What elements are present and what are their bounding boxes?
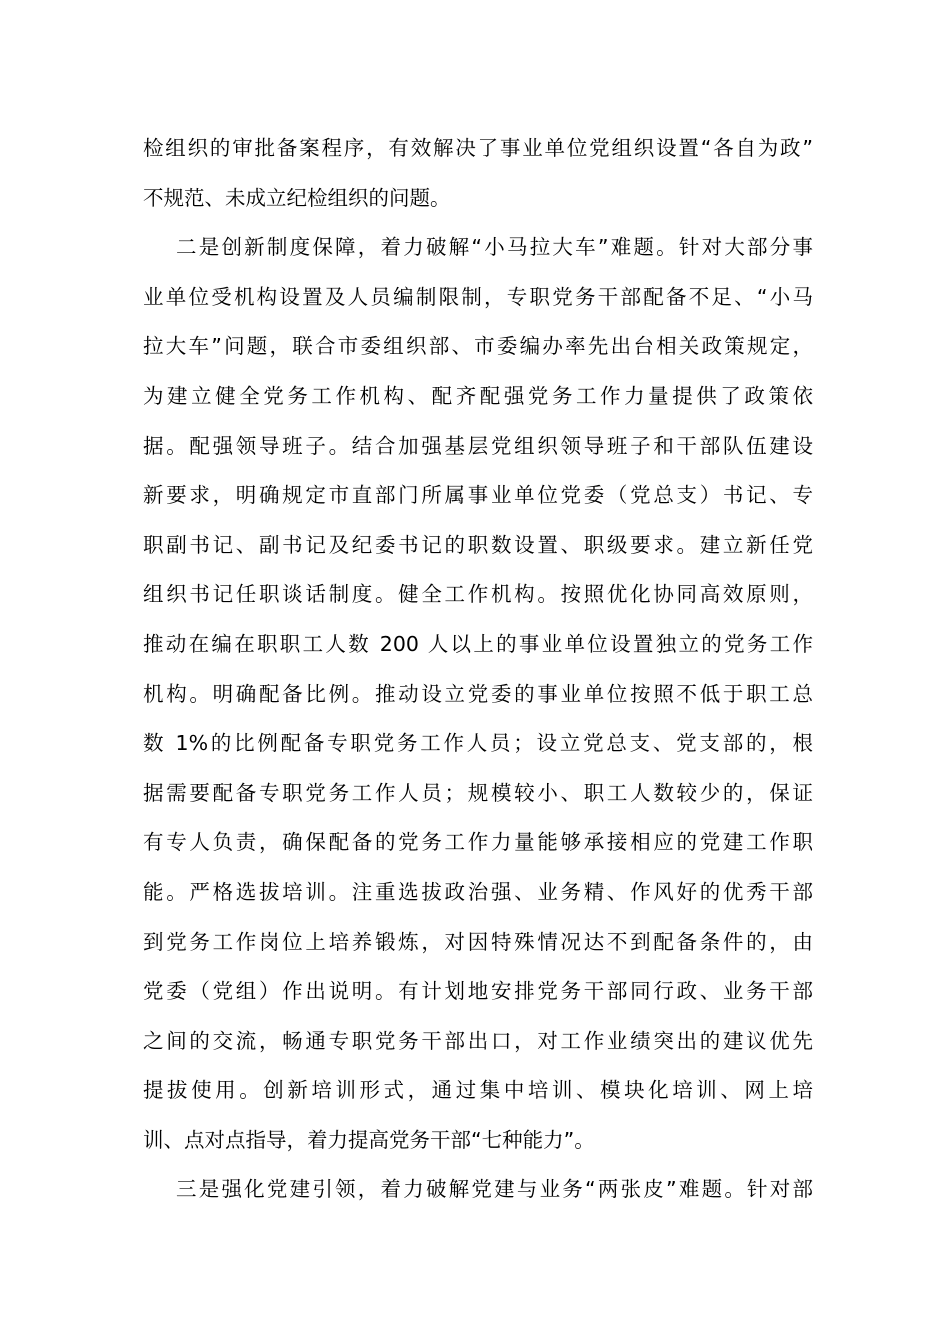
text-line: 据需要配备专职党务工作人员；规模较小、职工人数较少的，保证 [143,780,813,805]
paragraph-start-line: 二是创新制度保障，着力破解“小马拉大车”难题。针对大部分事 [176,235,813,260]
text-line: 训、点对点指导，着力提高党务干部“七种能力”。 [143,1127,595,1152]
text-line: 到党务工作岗位上培养锻炼，对因特殊情况达不到配备条件的，由 [143,929,813,954]
text-line: 组织书记任职谈话制度。健全工作机构。按照优化协同高效原则， [143,582,813,607]
text-line: 机构。明确配备比例。推动设立党委的事业单位按照不低于职工总 [143,681,813,706]
text-line: 不规范、未成立纪检组织的问题。 [143,185,451,210]
text-line: 业单位受机构设置及人员编制限制，专职党务干部配备不足、“小马 [143,284,813,309]
text-line: 有专人负责，确保配备的党务工作力量能够承接相应的党建工作职 [143,830,813,855]
text-line: 党委（党组）作出说明。有计划地安排党务干部同行政、业务干部 [143,979,813,1004]
text-line: 拉大车”问题，联合市委组织部、市委编办率先出台相关政策规定， [143,334,813,359]
body-text [143,124,813,1215]
text-line: 推动在编在职职工人数 200 人以上的事业单位设置独立的党务工作 [143,631,813,656]
text-line: 数 1%的比例配备专职党务工作人员；设立党总支、党支部的，根 [143,731,813,756]
text-line: 新要求，明确规定市直部门所属事业单位党委（党总支）书记、专 [143,483,813,508]
text-line: 能。严格选拔培训。注重选拔政治强、业务精、作风好的优秀干部 [143,879,813,904]
text-line: 之间的交流，畅通专职党务干部出口，对工作业绩突出的建议优先 [143,1028,813,1053]
text-line: 为建立健全党务工作机构、配齐配强党务工作力量提供了政策依 [143,383,813,408]
text-line: 检组织的审批备案程序，有效解决了事业单位党组织设置“各自为政” [143,136,813,160]
text-line: 提拔使用。创新培训形式，通过集中培训、模块化培训、网上培 [143,1078,813,1103]
paragraph-start-line: 三是强化党建引领，着力破解党建与业务“两张皮”难题。针对部 [176,1177,813,1202]
text-line: 据。配强领导班子。结合加强基层党组织领导班子和干部队伍建设 [143,433,813,458]
text-line: 职副书记、副书记及纪委书记的职数设置、职级要求。建立新任党 [143,532,813,557]
